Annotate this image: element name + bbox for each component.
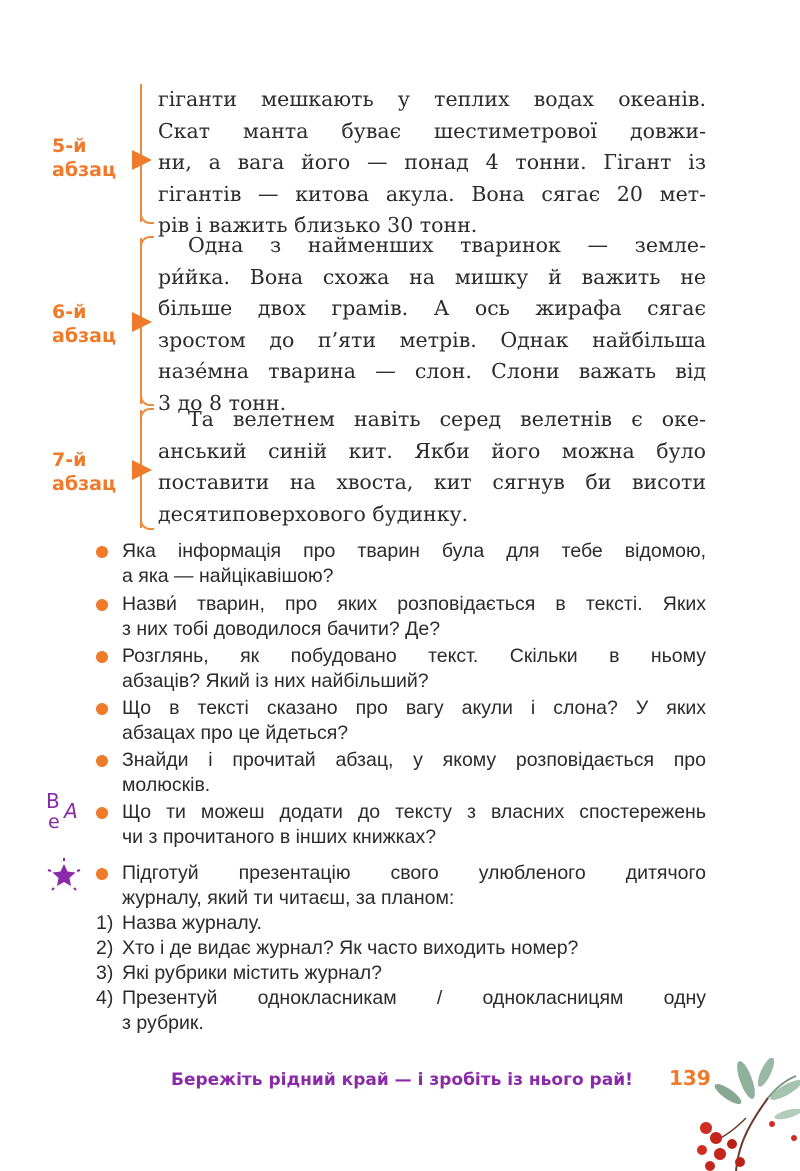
plan-item: [96, 936, 706, 961]
page-number: 139: [669, 1066, 711, 1090]
plan-item: [96, 986, 706, 1011]
svg-text:В: В: [46, 790, 60, 813]
label-word: абзац: [52, 473, 117, 495]
text-line: гіганти мешкають у теплих водах океанів.: [158, 87, 706, 111]
text-line: Підготуй презентацію свого улюбленого дитячого: [122, 862, 706, 884]
plan-number: 2): [96, 937, 114, 959]
bullet-icon: [96, 755, 108, 767]
bullet-icon: [96, 546, 108, 558]
question-2: [122, 592, 706, 642]
label-number: 6-й: [52, 301, 87, 323]
text-line: Та велетнем навіть серед велетнів є оке-: [188, 407, 706, 431]
label-number: 7-й: [52, 449, 87, 471]
bullet-icon: [96, 599, 108, 611]
paragraph-7: [158, 404, 706, 530]
text-line: зростом до п’яти метрів. Однак найбільша: [158, 327, 706, 352]
footer-motto: Бережіть рідний край — і зробіть із нього рай!: [171, 1070, 633, 1090]
text-line: більше двох грамів. А ось жирафа сягає: [158, 296, 706, 320]
text-line: а яка — найцікавішою?: [122, 565, 334, 587]
plan-number: 3): [96, 962, 114, 984]
text-line: журналу, який ти читаєш, за планом:: [122, 887, 455, 909]
paragraph-5: [158, 84, 706, 242]
text-line: поставити на хвоста, кит сягнув би висоти: [158, 470, 706, 494]
plan-text: Хто і де видає журнал? Як часто виходить номер?: [122, 937, 579, 959]
text-line: 3 до 8 тонн.: [158, 390, 287, 415]
plan-text: Які рубрики містить журнал?: [122, 962, 383, 984]
bullet-icon: [96, 807, 108, 819]
text-line: Скат манта буває шестиметрової довжи-: [158, 118, 706, 143]
text-line: абзаців? Який із них найбільший?: [122, 670, 429, 692]
question-6: [122, 800, 706, 850]
bullet-icon: [96, 651, 108, 663]
text-line: Назви́ тварин, про яких розповідається в тексті. Яких: [122, 593, 706, 615]
svg-text:А: А: [64, 799, 78, 823]
text-line: Розглянь, як побудовано текст. Скільки в ньому: [122, 645, 706, 667]
plan-number: 4): [96, 987, 114, 1009]
svg-text:е: е: [48, 811, 60, 830]
bullet-icon: [96, 703, 108, 715]
paragraph-6: [158, 230, 706, 419]
question-3: [122, 644, 706, 694]
paragraph-label-7: [52, 448, 116, 496]
question-4: [122, 696, 706, 746]
text-line: анський синій кит. Якби його можна було: [158, 438, 706, 463]
text-line: десятиповерхового будинку.: [158, 501, 469, 526]
text-line: рів і важить близько 30 тонн.: [158, 213, 478, 237]
text-line: чи з прочитаного в інших книжках?: [122, 826, 437, 848]
question-7: [122, 861, 706, 911]
plan-item: [96, 911, 706, 936]
text-line: з них тобі доводилося бачити? Де?: [122, 618, 441, 640]
text-line: ри́йка. Вона схожа на мишку й важить не: [158, 264, 706, 289]
arrow-icon: [132, 150, 152, 170]
text-line: молюсків.: [122, 774, 211, 796]
paragraph-label-6: [52, 300, 116, 348]
rowan-branch-icon: [676, 1058, 800, 1171]
text-line: гігантів — китова акула. Вона сягає 20 мет-: [158, 181, 706, 206]
text-line: Знайди і прочитай абзац, у якому розповідається про: [122, 749, 706, 771]
bullet-icon: [96, 868, 108, 880]
question-5: [122, 748, 706, 798]
paragraph-label-5: [52, 134, 116, 182]
label-word: абзац: [52, 159, 117, 181]
plan-item: [96, 1011, 706, 1036]
text-line: ни, а вага його — понад 4 тонни. Гігант із: [158, 150, 706, 174]
arrow-icon: [132, 460, 152, 480]
text-line: назе́мна тварина — слон. Слони важать від: [158, 359, 706, 383]
arrow-icon: [132, 312, 152, 332]
text-line: абзацах про це йдеться?: [122, 722, 349, 744]
plan-item: [96, 961, 706, 986]
plan-text: Презентуй однокласникам / однокласницям одну: [122, 987, 706, 1009]
text-line: Яка інформація про тварин була для тебе відомою,: [122, 540, 706, 562]
text-line: Що в тексті сказано про вагу акули і слона? У яких: [122, 697, 706, 719]
star-icon: [46, 858, 82, 894]
text-line: Одна з найменших тваринок — земле-: [188, 233, 706, 257]
plan-text: Назва журналу.: [122, 912, 262, 934]
bae-icon: [44, 790, 84, 830]
plan-number: 1): [96, 912, 114, 934]
text-line: Що ти можеш додати до тексту з власних спостережень: [122, 801, 706, 823]
question-1: [122, 539, 706, 589]
plan-text: з рубрик.: [122, 1012, 204, 1034]
label-word: абзац: [52, 325, 117, 347]
label-number: 5-й: [52, 135, 87, 157]
plan-list: [96, 911, 706, 1036]
